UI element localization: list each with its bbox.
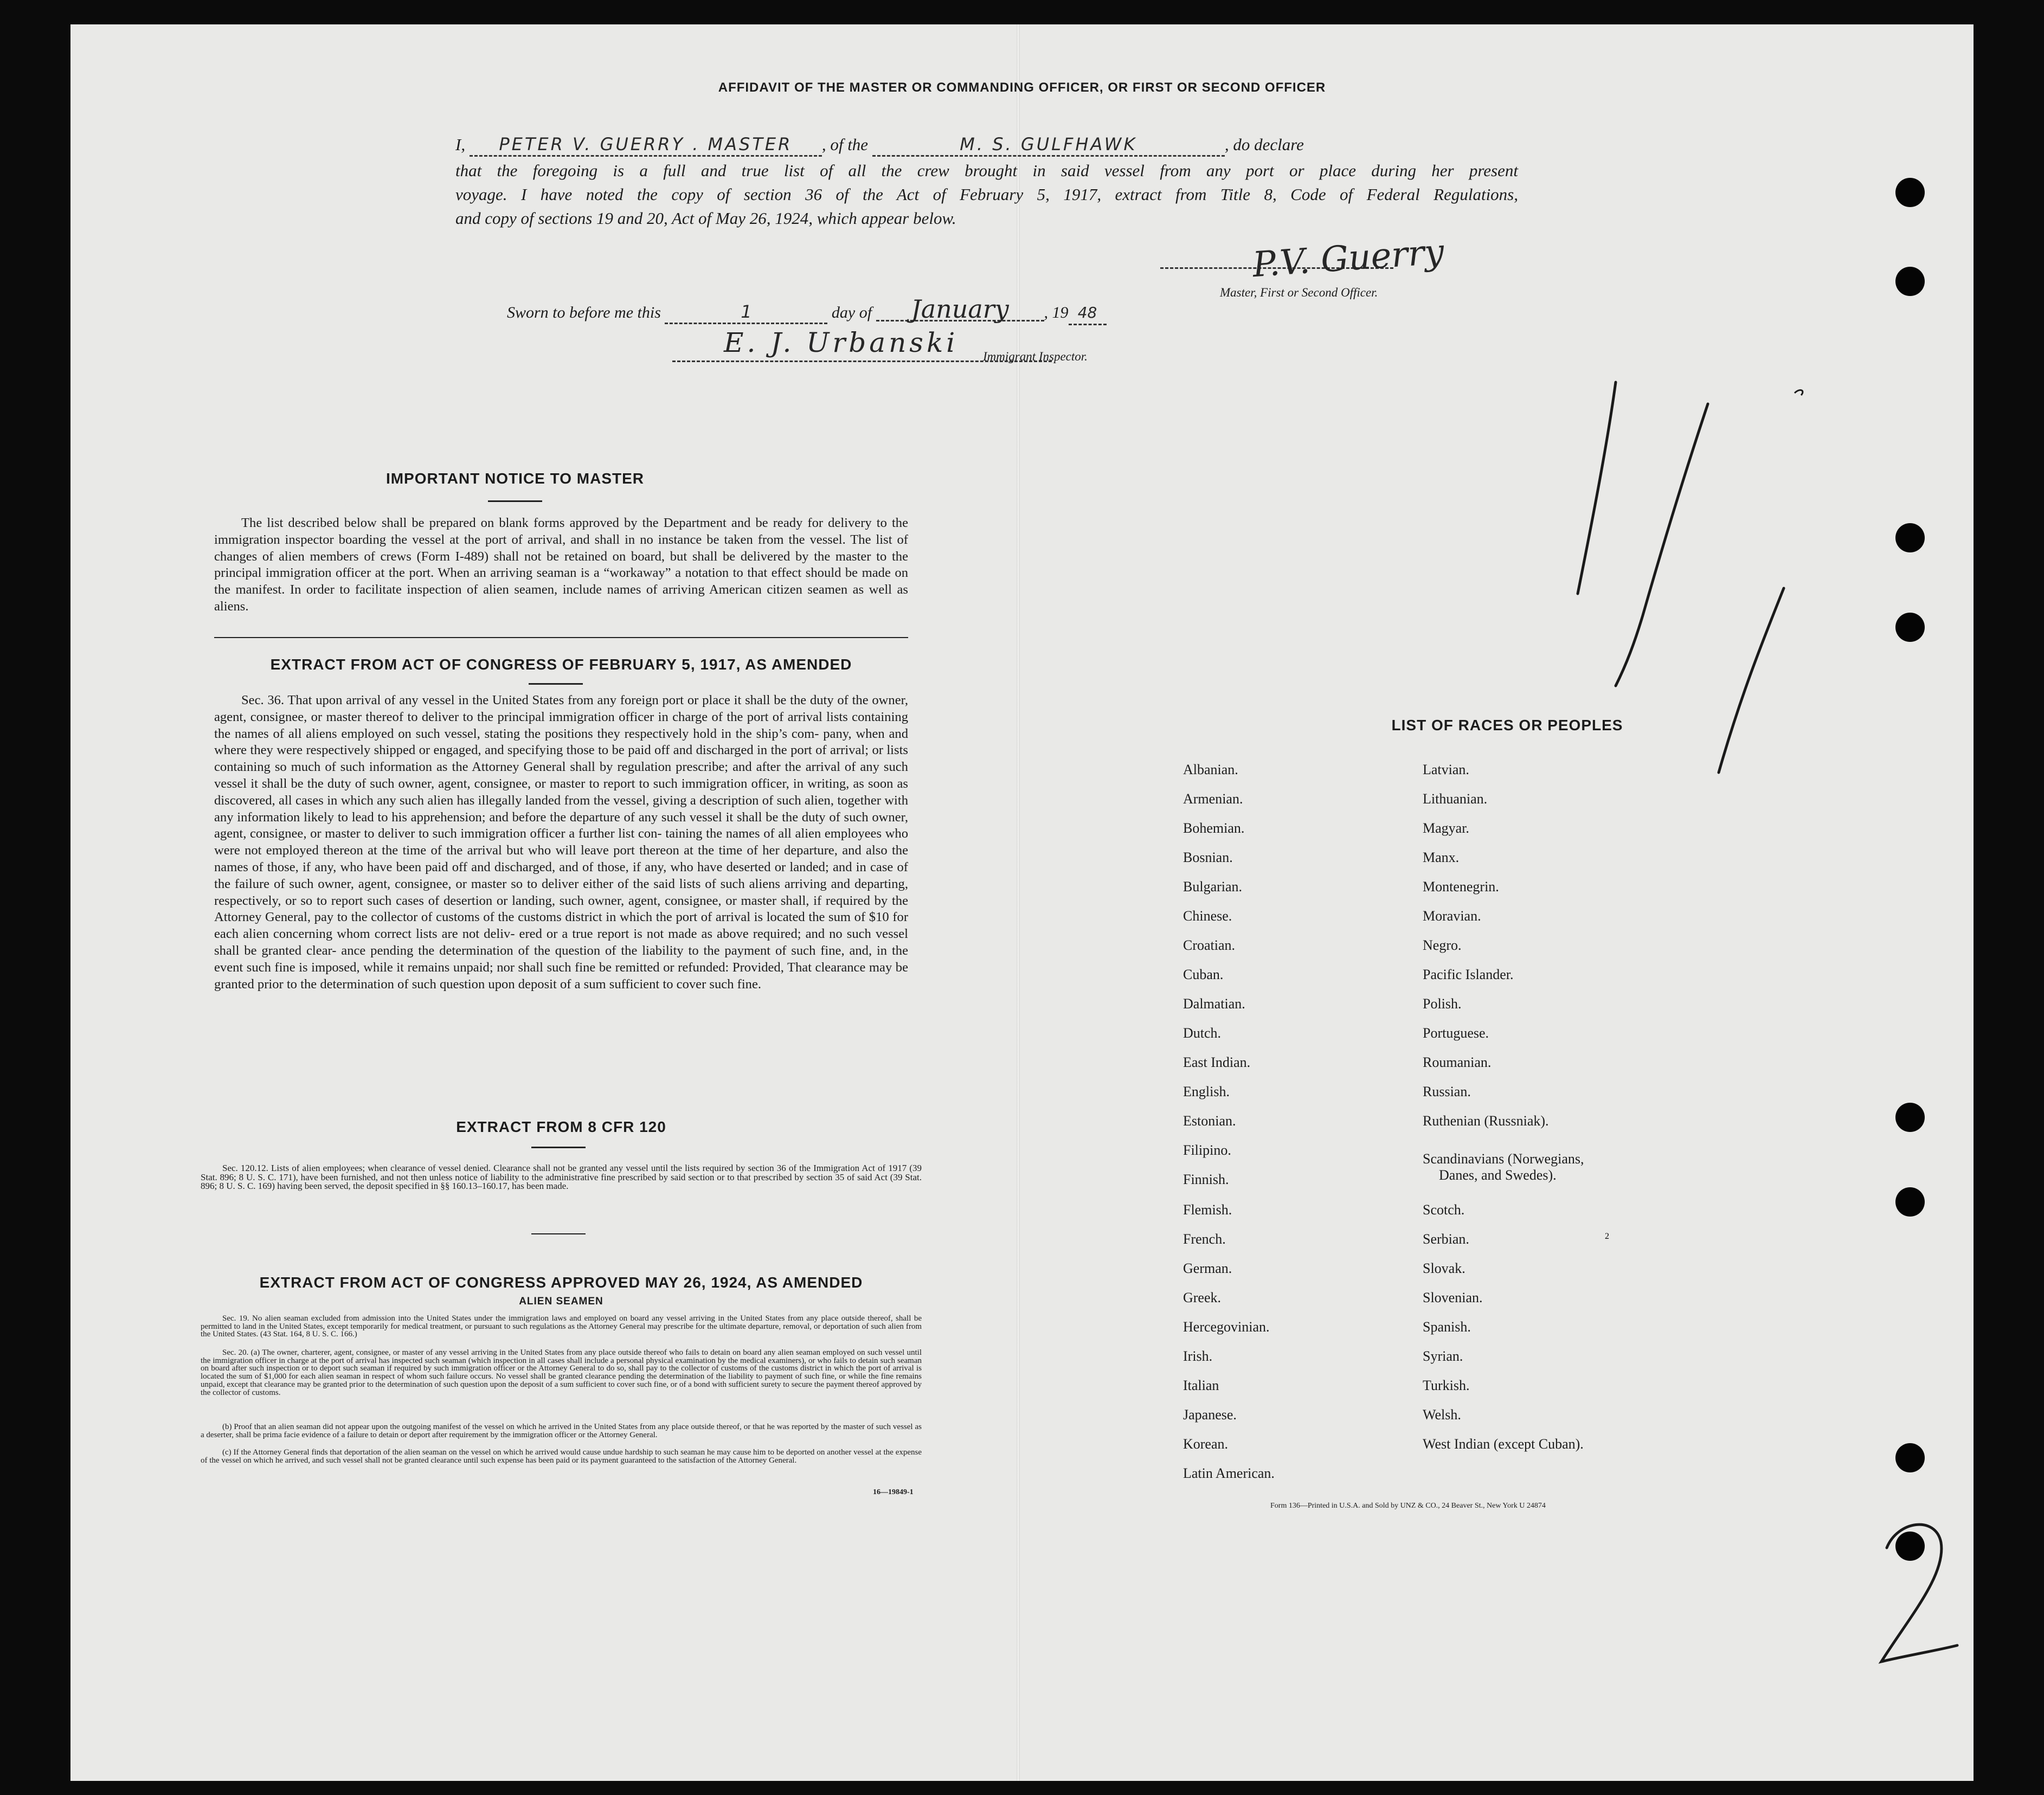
alien-seamen-line: Sec. 20. (a) The owner, charterer, agent, consignee, or master of any vessel arriving in the United States from any place outside thereof: [222, 1348, 667, 1357]
race-item: East Indian.: [1183, 1054, 1251, 1070]
sworn-day-field: 1: [665, 301, 827, 324]
punch-hole: [1895, 1103, 1925, 1132]
do-declare-label: , do declare: [1224, 135, 1304, 154]
section-36-line: pany, when and where they were respectively shipped or engaged, and specifying those to be: [214, 726, 909, 758]
race-item: English.: [1183, 1084, 1230, 1099]
race-item: Filipino.: [1183, 1142, 1231, 1158]
center-fold: [1017, 24, 1020, 1781]
race-item: Welsh.: [1423, 1407, 1461, 1423]
pronoun-label: I,: [455, 135, 466, 154]
alien-seamen-line: seaman on board after such inspection or to deport such seaman if required by such immigration officer or the Attorney General to do so, shall: [201, 1356, 922, 1373]
section-36-line: either of the said lists of such aliens arriving and departing, respectively, or so to report such: [214, 876, 909, 908]
extract-1924-section-20: [201, 1349, 922, 1397]
race-item: Latvian.: [1423, 762, 1469, 777]
inspector-signature: E. J. Urbanski: [724, 327, 959, 358]
section-36-line: or refunded: Provided, That clearance may be granted prior to the determination of such: [214, 960, 908, 992]
alien-seamen-line: who fails to detain on board any alien seaman employed on such vessel until the immigration officer in charge at the port of arrival has inspected: [201, 1348, 922, 1365]
race-item: Scotch.: [1423, 1202, 1465, 1218]
alien-seamen-line: treatment, or pursuant to such regulations as the Attorney General may prescribe for the ultimate departure, removal, or deportation of such: [430, 1322, 886, 1331]
alien-seamen-line: to cover such fine, or of a bond with sufficient surety to secure the payment thereof approved by the collector of customs.: [201, 1380, 922, 1397]
section-36-line: ered or a true report is not made as above required; and no such vessel shall be granted clear-: [214, 927, 908, 958]
notice-rule: [488, 500, 542, 502]
alien-seamen-line: be granted clearance until such expense has been paid or its payment guaranteed to the satisfaction of the Attorney General.: [394, 1456, 797, 1465]
race-item: Croatian.: [1183, 937, 1236, 953]
section-36-line: as the Attorney General shall by regulation prescribe; and after the arrival of any such vessel: [214, 760, 908, 791]
section-36-line: aliens employed on such vessel, stating the positions they respectively hold in the ship’s com-: [306, 726, 819, 741]
punch-hole: [1895, 267, 1925, 296]
extract-cfr-divider: [531, 1233, 586, 1234]
extract-1924-body: [201, 1315, 922, 1339]
vessel-name-field: M. S. GULFHAWK: [872, 133, 1225, 157]
alien-seamen-line: pay to the collector of customs of the customs district in which the port of arrival is located the sum of $1,000 for each alien seaman in respect: [201, 1364, 922, 1381]
punch-hole: [1895, 613, 1925, 642]
race-item: German.: [1183, 1260, 1232, 1276]
extract-cfr-title: EXTRACT FROM 8 CFR 120: [456, 1118, 666, 1135]
race-item: Lithuanian.: [1423, 791, 1488, 807]
notice-line: The list described below shall be prepared on blank forms approved by the Department: [241, 516, 727, 530]
section-36-line: owner, agent, consignee, or master to deliver to such immigration officer a further list con-: [214, 809, 908, 841]
section-36-line: Attorney General, pay to the collector of customs of the customs district in which the port: [214, 910, 698, 925]
race-item: Flemish.: [1183, 1202, 1232, 1218]
race-item: Moravian.: [1423, 908, 1481, 924]
race-item: Scandinavians (Norwegians,: [1423, 1151, 1584, 1167]
cfr-line: administrative fine prescribed by said section or to that prescribed by section 35 of said Act (39 Stat. 896; 8 U. S. C. 169) having been served,: [201, 1172, 922, 1191]
extract-1924-section-20b: [201, 1423, 922, 1439]
race-item: Italian: [1183, 1378, 1219, 1393]
race-item: Korean.: [1183, 1436, 1229, 1452]
extract-1924-section-20c: [201, 1449, 922, 1464]
race-item: West Indian (except Cuban).: [1423, 1436, 1584, 1452]
race-item: Roumanian.: [1423, 1054, 1492, 1070]
notice-line: the principal immigration officer at the port. When an arriving seaman is a “workaway” a: [214, 549, 909, 581]
cfr-line: the deposit specified in §§ 160.13–160.17, has been made.: [352, 1181, 569, 1191]
alien-seamen-line: arriving in the United States from any place outside thereof, shall be permitted to land in the United States, except temporarily for medical: [201, 1314, 922, 1331]
sworn-label: Sworn to before me this: [507, 304, 661, 321]
notice-line: notation to that effect should be made on the manifest. In order to facilitate inspection of alien: [214, 565, 908, 597]
race-item: Polish.: [1423, 996, 1462, 1012]
punch-hole: [1895, 523, 1925, 552]
of-the-label: , of the: [821, 135, 869, 154]
race-item: Irish.: [1183, 1348, 1213, 1364]
extract-1917-rule: [529, 683, 583, 685]
master-label: Master, First or Second Officer.: [1220, 286, 1378, 299]
race-item: Finnish.: [1183, 1172, 1229, 1187]
alien-seamen-line: or deport after requirement by the immigration officer or the Attorney General.: [400, 1430, 658, 1439]
race-item: Pacific Islander.: [1423, 967, 1514, 982]
punch-hole: [1895, 178, 1925, 207]
race-item: French.: [1183, 1231, 1226, 1247]
section-36-line: taining the names of all alien employees who were not employed thereon at the time of the: [214, 826, 908, 858]
inspector-label: Immigrant Inspector.: [983, 350, 1088, 363]
form-code: 16—19849-1: [873, 1488, 914, 1496]
section-36-line: place it shall be the duty of the owner, agent, consignee, or master thereof to deliver to the: [214, 693, 908, 724]
race-item: Greek.: [1183, 1290, 1222, 1305]
section-36-line: principal immigration officer in charge of the port of arrival lists containing the names of all: [214, 709, 908, 741]
alien-seamen-line: to such seaman he may cause him to be deported on another vessel at the expense of the vessel on which he arrived, and such vessel shall not: [201, 1448, 922, 1465]
race-item: Russian.: [1423, 1084, 1471, 1099]
race-item: Latin American.: [1183, 1465, 1275, 1481]
page-number-text: 2: [1605, 1232, 1609, 1241]
punch-hole: [1895, 1443, 1925, 1472]
race-item: Armenian.: [1183, 791, 1243, 807]
section-36-line: paid off and discharged in the port of arrival; or lists containing so much of such information: [214, 743, 908, 775]
section-36-line: from the vessel, giving a description of such alien, together with any information likely to: [214, 793, 908, 825]
sworn-line: [507, 294, 1107, 325]
notice-line: and be ready for delivery to the immigration inspector boarding the vessel at the port of: [214, 516, 908, 547]
affidavit-line-3: voyage. I have noted the copy of section 36 of the Act of February 5, 1917, extract from Title 8, Code of Federal Regulations,: [455, 185, 1518, 204]
alien-seamen-subtitle: ALIEN SEAMEN: [519, 1296, 603, 1307]
race-item: Japanese.: [1183, 1407, 1237, 1423]
alien-seamen-line: (c) If the Attorney General finds that deportation of the alien seaman on the vessel on which he arrived would cause undue hardship: [222, 1448, 653, 1457]
extract-1917-title: EXTRACT FROM ACT OF CONGRESS OF FEBRUARY 5, 1917, AS AMENDED: [270, 656, 852, 673]
race-item: Hercegovinian.: [1183, 1319, 1270, 1335]
alien-seamen-line: alien from the United States. (43 Stat. 164, 8 U. S. C. 166.): [201, 1322, 922, 1339]
race-item: Syrian.: [1423, 1348, 1463, 1364]
punch-hole: [1895, 1187, 1925, 1217]
section-36-line: it shall be the duty of such owner, agent, consignee, or master to report to such immigration: [250, 776, 748, 791]
extract-cfr-rule: [531, 1147, 586, 1148]
race-item: Spanish.: [1423, 1319, 1471, 1335]
tally-marks-icon: [1480, 361, 1827, 794]
notice-divider: [214, 637, 908, 638]
race-item: Montenegrin.: [1423, 879, 1499, 895]
affidavit-title: AFFIDAVIT OF THE MASTER OR COMMANDING OFFICER, OR FIRST OR SECOND OFFICER: [718, 80, 1326, 95]
races-title: LIST OF RACES OR PEOPLES: [1391, 717, 1623, 734]
section-36-line: and, in the event such fine is imposed, while it remains unpaid; nor shall such fine be remitted: [214, 943, 908, 975]
race-item: Dalmatian.: [1183, 996, 1245, 1012]
section-36-line: arrival but who will leave port thereon at the time of her departure, and also the names of: [214, 843, 908, 874]
alien-seamen-line: of whom such failure occurs. No vessel shall be granted clearance pending the determination of the liability to payment of such fine, or while: [397, 1372, 866, 1381]
extract-1917-body: [214, 692, 908, 993]
race-item: Slovak.: [1423, 1260, 1465, 1276]
race-item: Bosnian.: [1183, 850, 1233, 865]
document-page: [70, 24, 1974, 1781]
notice-body: [214, 515, 908, 615]
cfr-line: Sec. 120.12. Lists of alien employees; when clearance of vessel denied. Clearance shall not be granted any vessel until the lists required: [222, 1163, 734, 1173]
race-item: Serbian.: [1423, 1231, 1469, 1247]
race-item: Cuban.: [1183, 967, 1224, 982]
master-signature: P.V. Guerry: [1251, 231, 1445, 286]
section-36-line: Sec. 36. That upon arrival of any vessel in the United States from any foreign port or: [241, 693, 699, 707]
section-36-line: ance pending the determination of the question of the liability to the payment of such fine,: [341, 943, 845, 958]
alien-seamen-line: the fine remains unpaid, except that clearance may be granted prior to the determination of such question upon the deposit of a sum sufficient: [201, 1372, 922, 1389]
race-item: Albanian.: [1183, 762, 1238, 777]
race-item: Slovenian.: [1423, 1290, 1483, 1305]
race-item: Magyar.: [1423, 820, 1469, 836]
master-name-field: PETER V. GUERRY . MASTER: [470, 133, 822, 157]
affidavit-declaration: [455, 133, 1518, 230]
race-item: Estonian.: [1183, 1113, 1236, 1129]
race-item-continued: Danes, and Swedes).: [1439, 1167, 1557, 1183]
section-36-line: or landed; and in case of the failure of such owner, agent, consignee, or master so to deliver: [214, 859, 908, 891]
section-36-line: cases of desertion or landing, such owner, agent, consignee, or master shall, if required by the: [396, 893, 908, 908]
notice-line: seamen, include names of arriving American citizen seamen as well as aliens.: [214, 582, 908, 614]
sworn-year-field: 48: [1069, 302, 1107, 325]
affidavit-line-2: that the foregoing is a full and true list of all the crew brought in said vessel from any port or place during her present: [455, 161, 1518, 180]
section-36-line: question upon deposit of a sum sufficient to cover such fine.: [439, 976, 762, 992]
day-of-label: day of: [831, 304, 872, 321]
alien-seamen-line: any place outside thereof, or that he was reported by the master of such vessel as a deserter, shall be prima facie evidence of a failure to detain: [201, 1423, 922, 1439]
race-item: Turkish.: [1423, 1378, 1470, 1393]
section-36-line: of arrival is located the sum of $10 for each alien concerning whom correct lists are not deliv-: [214, 910, 909, 942]
section-36-line: those, if any, who have been paid off and discharged, and of those, if any, who have deserted: [267, 859, 771, 874]
race-item: Chinese.: [1183, 908, 1232, 924]
race-item: Bohemian.: [1183, 820, 1245, 836]
section-36-line: lead to his apprehension; and before the departure of any such vessel it shall be the duty of such: [351, 809, 869, 825]
affidavit-line-4: and copy of sections 19 and 20, Act of May 26, 1924, which appear below.: [455, 209, 956, 228]
section-36-line: officer, in writing, as soon as discovered, all cases in which any such alien has illegally landed: [214, 776, 908, 808]
year-prefix-label: , 19: [1044, 304, 1069, 321]
form-footer: Form 136—Printed in U.S.A. and Sold by UNZ & CO., 24 Beaver St., New York U 24874: [1270, 1502, 1546, 1510]
race-item: Manx.: [1423, 850, 1460, 865]
alien-seamen-line: (b) Proof that an alien seaman did not appear upon the outgoing manifest of the vessel on which he arrived in the United States from: [222, 1423, 656, 1431]
notice-line: of crews (Form I-489) shall not be retained on board, but shall be delivered by the master to: [364, 549, 887, 564]
punch-hole: [1895, 1532, 1925, 1561]
notice-title: IMPORTANT NOTICE TO MASTER: [385, 470, 645, 487]
alien-seamen-line: Sec. 19. No alien seaman excluded from admission into the United States under the immigration laws and employed on board any vessel: [222, 1314, 686, 1323]
extract-1924-title: EXTRACT FROM ACT OF CONGRESS APPROVED MAY 26, 1924, AS AMENDED: [259, 1274, 863, 1291]
race-item: Portuguese.: [1423, 1025, 1489, 1041]
race-item: Bulgarian.: [1183, 879, 1243, 895]
race-item: Negro.: [1423, 937, 1462, 953]
notice-line: arrival, and shall in no instance be taken from the vessel. The list of changes of alien members: [214, 532, 908, 564]
cfr-line: by section 36 of the Immigration Act of 1917 (39 Stat. 896; 8 U. S. C. 171), have been furnished, and not then unless notice of liability to the: [201, 1163, 922, 1182]
race-item: Ruthenian (Russniak).: [1423, 1113, 1549, 1129]
race-item: Dutch.: [1183, 1025, 1222, 1041]
sworn-month-field: January: [876, 298, 1044, 321]
alien-seamen-line: such seaman (which inspection in all cases shall include a personal physical examination by the medical examiners), or who fails to detain such: [425, 1356, 895, 1365]
extract-cfr-body: [201, 1164, 922, 1191]
